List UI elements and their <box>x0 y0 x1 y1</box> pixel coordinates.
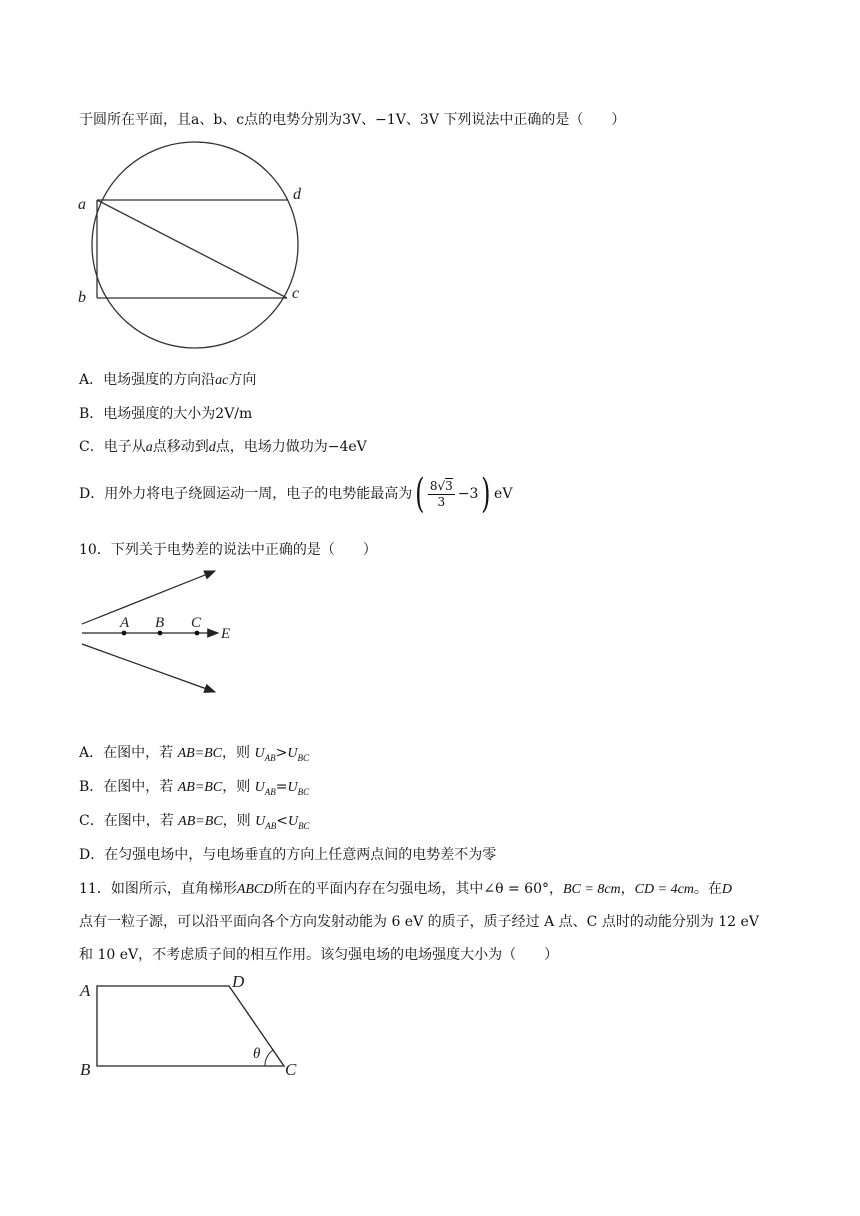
q10-option-a: A．在图中，若 AB=BC，则 $U_{AB}>U_{BC}$ <box>79 745 309 763</box>
label-theta: θ <box>253 1046 261 1062</box>
q10-option-c: C．在图中，若 AB=BC，则 $U_{AB}<U_{BC}$ <box>79 813 310 831</box>
label-D: D <box>232 972 245 991</box>
label-d: d <box>293 186 301 203</box>
q11-trapezoid-figure <box>75 968 315 1083</box>
label-b: b <box>78 289 86 306</box>
q11-line-1: 11．如图所示，直角梯形ABCD所在的平面内存在匀强电场，其中∠θ = 60°，BC = 8cm，CD = 4cm。在D <box>79 881 733 897</box>
q9-stem: 于圆所在平面，且a、b、c点的电势分别为3V、−1V、3V 下列说法中正确的是（ ） <box>79 112 626 128</box>
q10-option-d: D．在匀强电场中，与电场垂直的方向上任意两点间的电势差不为零 <box>79 847 497 863</box>
angle-arc <box>265 1050 273 1066</box>
q9-option-b: B．电场强度的大小为2V/m <box>79 406 253 422</box>
q11-line-3: 和 10 eV，不考虑质子间的相互作用。该匀强电场的电场强度大小为（ ） <box>79 947 559 963</box>
label-B: B <box>80 1060 91 1079</box>
label-A: A <box>120 615 130 631</box>
label-a: a <box>78 196 86 213</box>
q10-option-b: B．在图中，若 AB=BC，则 $U_{AB}=U_{BC}$ <box>79 779 310 797</box>
segment-ac <box>97 200 287 298</box>
q9-option-c: C．电子从a点移动到d点，电场力做功为−4eV <box>79 439 367 455</box>
circle <box>92 142 298 348</box>
label-E: E <box>221 626 231 642</box>
label-A: A <box>80 981 91 1000</box>
label-B: B <box>155 615 165 631</box>
point-c <box>195 631 200 636</box>
q9-circle-figure <box>70 138 330 368</box>
label-C: C <box>191 615 202 631</box>
q11-line-2: 点有一粒子源，可以沿平面向各个方向发射动能为 6 eV 的质子，质子经过 A 点、C 点时的动能分别为 12 eV <box>79 914 759 930</box>
lower-field-line <box>82 644 215 692</box>
q10-field-figure <box>75 565 245 700</box>
q9-option-d: D．用外力将电子绕圆运动一周，电子的电势能最高为 ( 8√3 3 −3 ) eV <box>79 471 513 517</box>
point-a <box>122 631 127 636</box>
energy-expression: ( 8√3 3 −3 ) <box>415 471 491 517</box>
point-b <box>158 631 163 636</box>
label-C: C <box>285 1060 297 1079</box>
label-c: c <box>292 285 300 302</box>
q9-option-a: A．电场强度的方向沿ac方向 <box>79 372 257 388</box>
q10-stem: 10．下列关于电势差的说法中正确的是（ ） <box>79 542 377 558</box>
